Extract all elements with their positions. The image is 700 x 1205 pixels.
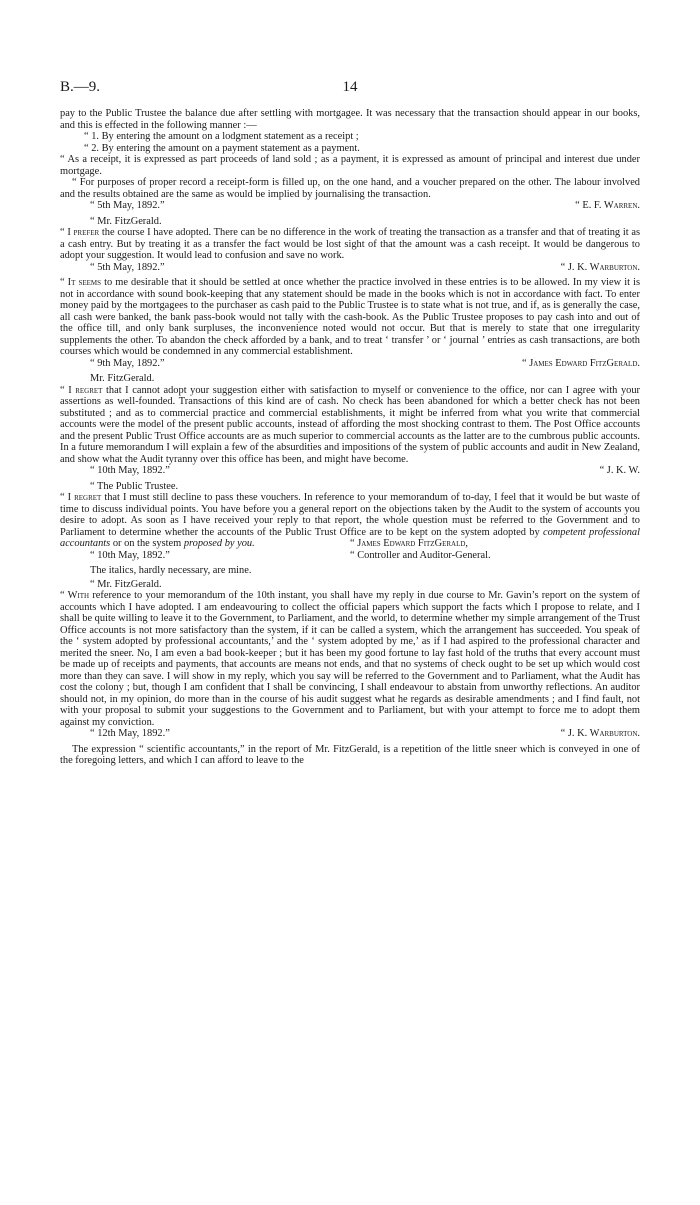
signatory: “ E. F. Warren. bbox=[575, 200, 640, 211]
paragraph-text: that I cannot adopt your suggestion either with satisfaction to myself or convenience to the office, nor can I agree with your assertions as well-founded. Transactions of this kind are of cash. No check has been abandoned for which a better check has not been substituted ; and as to commercial practice and commercial establishments, it might be inferred from what you write that commercial accounts were the model of the present public accounts, instead of affording the most shocking contrast to them. The Post Office accounts and the present Public Trust Office accounts are as much superior to commercial accounts as the latter are to the cumbrous public accounts. In a future memorandum I will explain a few of the absurdities and impositions of the system of public accounts and audit in New Zealand, and show what the Audit tyranny over this office has been, and might have become. bbox=[60, 384, 640, 465]
letter-date: “ 10th May, 1892.” bbox=[90, 465, 170, 476]
letter-addressee: “ Mr. FitzGerald. bbox=[90, 578, 162, 590]
paragraph bbox=[60, 277, 640, 358]
lead-words: “ I regret bbox=[60, 384, 103, 396]
letter-date: “ 9th May, 1892.” bbox=[90, 357, 165, 369]
italic-text: competent professional accountants bbox=[60, 526, 640, 549]
paragraph bbox=[60, 590, 640, 728]
paragraph-text: the course I have adopted. There can be no difference in the work of treating the transaction as a transfer and that of treating it as a cash entry. But by treating it as a transfer the fact would be lost sight of that the amount was a cash receipt. It would be dangerous to adopt your suggestion. It would lead to confusion and save no work. bbox=[60, 227, 640, 261]
paragraph: The expression “ scientific accountants,” in the report of Mr. FitzGerald, is a repetition of the little sneer which is conveyed in one of the foregoing letters, and which I can afford to leave to the bbox=[60, 743, 640, 766]
page-number: 14 bbox=[342, 79, 358, 95]
letter-addressee: “ The Public Trustee. bbox=[90, 480, 179, 492]
signatory: “ J. K. Warburton. bbox=[560, 261, 640, 273]
paragraph bbox=[60, 385, 640, 466]
signature-line bbox=[60, 465, 640, 477]
signatory: “ James Edward FitzGerald, bbox=[350, 538, 469, 549]
signatory: “ J. K. Warburton. bbox=[560, 728, 640, 739]
editorial-note: The italics, hardly necessary, are mine. bbox=[90, 565, 252, 576]
paragraph-text: that I must still decline to pass these vouchers. In reference to your memorandum of to-day, I feel that it would be but waste of time to discuss individual points. You have before you a general report on the objections taken by the Audit to the system of accounts you desire to adopt. As soon as I have received your reply to that report, the whole question must be referred to the Government and to Parliament to determine whether the accounts of the Public Trust Office are to be kept on the system adopted by bbox=[60, 492, 640, 538]
letter-date: “ 5th May, 1892.” bbox=[90, 261, 165, 273]
paragraph-text: or on the system bbox=[110, 538, 184, 549]
italic-text: proposed by you. bbox=[183, 538, 255, 549]
paragraph: “ As a receipt, it is expressed as part proceeds of land sold ; as a payment, it is expressed as amount of principal and interest due under mortgage. bbox=[60, 154, 640, 177]
signatory-title: “ Controller and Auditor-General. bbox=[350, 549, 491, 561]
signature-line bbox=[60, 262, 640, 274]
letter-date: “ 10th May, 1892.” bbox=[90, 549, 170, 561]
lead-words: “ It seems bbox=[60, 277, 102, 288]
signatory: “ J. K. W. bbox=[599, 465, 640, 476]
page-header bbox=[60, 79, 640, 95]
letter-date: “ 12th May, 1892.” bbox=[90, 728, 170, 739]
paragraph-text: to me desirable that it should be settled at once whether the practice involved in these entries is to be allowed. In my view it is not in accordance with sound book-keeping that any statement should be made in the books which is not in accordance with fact. To enter money paid by the mortgagees to the purchaser as cash paid to the Public Trustee is to state what is not true, and if, as is generally the case, all cash were banked, the bank pass-book would not tally with the cash-book. As the Public Trustee proposes to pay cash into and out of the office till, and only bank surpluses, the inconvenience noted would not occur. But that is merely to state that one irregularity supplements the other. To abandon the check afforded by a bank, and to treat ‘ transfer ’ or ‘ journal ’ entries as cash transactions, are both courses which would be condemned in any commercial establishment. bbox=[60, 277, 640, 357]
letter-date: “ 5th May, 1892.” bbox=[90, 200, 165, 211]
lead-words: “ I regret bbox=[60, 492, 102, 503]
paragraph-text: reference to your memorandum of the 10th instant, you shall have my reply in due course to Mr. Gavin’s report on the system of accounts which I have adopted. I am endeavouring to collect the official papers which support the facts which I propose to relate, and I shall be quite willing to leave it to the Government, to Parliament, and the world, to determine whether my simple arrangement of the Trust Office accounts is not more satisfactory than the system, if it can be called a system, which the arrangement has succeeded. You speak of the ‘ system adopted by professional accountants,’ and the ‘ system adopted by me,’ as if I had aspired to the professional character and merited the sneer. No, I am even a bad book-keeper ; but it has been my good fortune to lay fast hold of the truths that every account must be made up of receipts and payments, that accounts are means not ends, and that no systems of check ought to be set up which would cost more than they can save. I will show in my reply, which you say will be referred to the Government and to Parliament, what the Audit has cost the colony ; but, though I am confident that I shall be convincing, I shall endeavour to abstain from unworthy reflections. An auditor should not, in my opinion, do more than in the course of his audit suggest what he regards as desirable amendments ; and I find fault, not with your proposal to submit your suggestions to the Government and to Parliament, but with your attempt to force me to adopt them against my conviction. bbox=[60, 590, 640, 728]
signature-line bbox=[60, 538, 640, 550]
signature-line bbox=[60, 550, 640, 562]
signature-line bbox=[60, 728, 640, 740]
paragraph: “ For purposes of proper record a receipt-form is filled up, on the one hand, and a voucher prepared on the other. The labour involved and the results obtained are the same as would be implied by journalising the transaction. bbox=[60, 177, 640, 200]
lead-words: “ I prefer bbox=[60, 227, 100, 238]
paragraph bbox=[60, 227, 640, 262]
letter-addressee: “ Mr. FitzGerald. bbox=[90, 215, 162, 227]
signatory: “ James Edward FitzGerald. bbox=[521, 357, 640, 369]
document-body bbox=[60, 108, 640, 767]
letter-addressee: Mr. FitzGerald. bbox=[90, 373, 155, 384]
lead-words: “ With bbox=[60, 590, 90, 601]
signature-line bbox=[60, 358, 640, 370]
list-item: “ 2. By entering the amount on a payment statement as a payment. bbox=[84, 142, 360, 154]
parliamentary-paper-ref: B.—9. bbox=[60, 79, 101, 95]
paragraph-continuation: pay to the Public Trustee the balance due after settling with mortgagee. It was necessary that the transaction should appear in our books, and this is effected in the following manner :— bbox=[60, 108, 640, 131]
list-item: “ 1. By entering the amount on a lodgment statement as a receipt ; bbox=[84, 131, 359, 142]
signature-line bbox=[60, 200, 640, 212]
